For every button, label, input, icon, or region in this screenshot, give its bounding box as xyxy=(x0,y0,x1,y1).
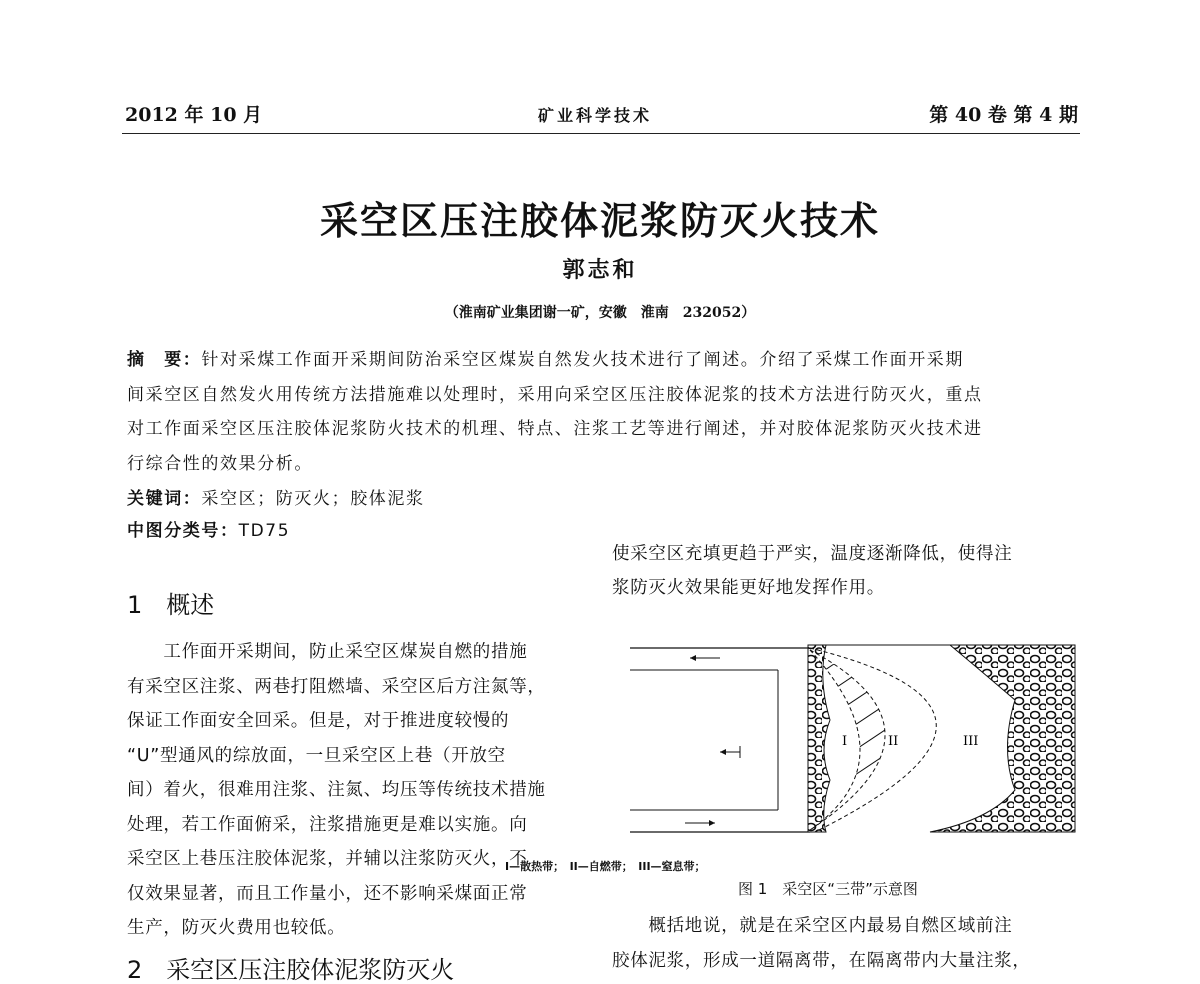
abstract-line: 行综合性的效果分析。 xyxy=(127,454,313,474)
abstract-line: 对工作面采空区压注胶体泥浆防火技术的机理、特点、注浆工艺等进行阐述，并对胶体泥浆防灭火技术进 xyxy=(127,419,983,439)
zone-label-3: III xyxy=(963,734,979,749)
paragraph-line: 使采空区充填更趋于严实，温度逐渐降低，使得注 xyxy=(612,544,1013,564)
paragraph-line: 工作面开采期间，防止采空区煤炭自燃的措施 xyxy=(127,642,528,662)
section-heading-2: 2 采空区压注胶体泥浆防灭火 xyxy=(127,956,455,984)
paragraph-line: 间）着火，很难用注浆、注氮、均压等传统技术措施 xyxy=(127,780,546,800)
affiliation: （淮南矿业集团谢一矿，安徽 淮南 232052） xyxy=(444,305,756,321)
paragraph-line: 仅效果显著，而且工作量小，还不影响采煤面正常 xyxy=(127,883,528,904)
classification-label: 中图分类号： xyxy=(127,521,239,541)
figure-caption: 图 1 采空区“三带”示意图 xyxy=(738,880,918,898)
paragraph-line: “U”型通风的综放面，一旦采空区上巷（开放空 xyxy=(127,745,506,766)
paragraph-line: 胶体泥浆，形成一道隔离带，在隔离带内大量注浆， xyxy=(612,951,1031,971)
header-journal: 矿业科学技术 xyxy=(538,106,653,125)
abstract-label: 摘 要： xyxy=(127,350,202,370)
header-rule xyxy=(122,133,1080,134)
figure-legend: I—散热带； II—自燃带； III—窒息带； xyxy=(505,860,706,873)
paragraph-line: 采空区上巷压注胶体泥浆，并辅以注浆防灭火，不 xyxy=(127,849,528,869)
three-zone-diagram xyxy=(630,640,1080,840)
keywords-label: 关键词： xyxy=(127,489,202,509)
paper-title: 采空区压注胶体泥浆防灭火技术 xyxy=(319,198,880,243)
abstract-text: 针对采煤工作面开采期间防治采空区煤炭自然发火技术进行了阐述。介绍了采煤工作面开采期 xyxy=(201,350,965,370)
paragraph-line: 浆防灭火效果能更好地发挥作用。 xyxy=(612,578,885,598)
paragraph-line: 保证工作面安全回采。但是，对于推进度较慢的 xyxy=(127,711,510,731)
classification xyxy=(127,516,290,541)
paragraph-line: 生产，防灭火费用也较低。 xyxy=(127,918,346,938)
author: 郭志和 xyxy=(562,257,638,283)
header-issue: 第 40 卷 第 4 期 xyxy=(929,104,1078,126)
paragraph-line: 概括地说，就是在采空区内最易自燃区域前注 xyxy=(612,916,1013,936)
classification-text: TD75 xyxy=(238,521,291,541)
keywords-text: 采空区；防灭火；胶体泥浆 xyxy=(201,489,425,509)
header-date: 2012 年 10 月 xyxy=(125,104,263,126)
keywords xyxy=(127,484,425,509)
zone-label-1: I xyxy=(842,734,848,749)
paragraph-line: 有采空区注浆、两巷打阻燃墙、采空区后方注氮等， xyxy=(127,676,546,697)
abstract-line: 间采空区自然发火用传统方法措施难以处理时，采用向采空区压注胶体泥浆的技术方法进行防灭火，重点 xyxy=(127,385,983,405)
zone-label-2: II xyxy=(888,734,899,749)
section-heading-1: 1 概述 xyxy=(127,591,215,619)
paragraph-line: 处理，若工作面俯采，注浆措施更是难以实施。向 xyxy=(127,814,528,835)
abstract-line xyxy=(127,345,964,370)
